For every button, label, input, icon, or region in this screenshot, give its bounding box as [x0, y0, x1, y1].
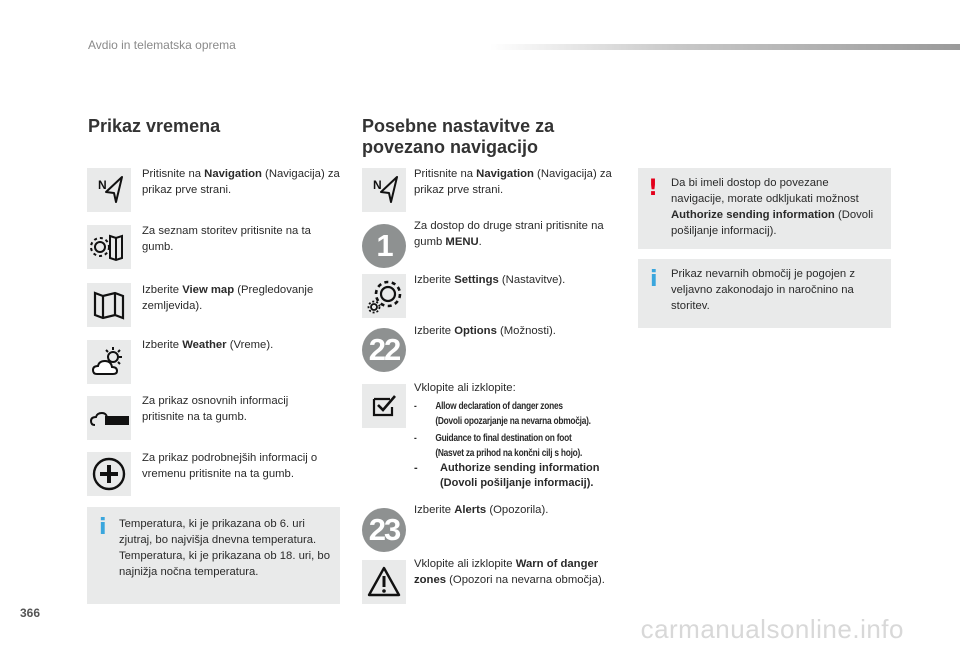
step-23-text: Izberite Alerts (Opozorila). [414, 504, 549, 516]
authorize-warning-note [638, 168, 891, 249]
danger-zones-info-note [638, 259, 891, 328]
option-authorize-sending: - Authorize sending information (Dovoli pošiljanje informacij). [414, 462, 600, 489]
authorize-warning-text: Da bi imeli dostop do povezane navigacije, morate odkljukati možnost Authorize sending information (Dovoli pošiljanje informacij). [671, 177, 874, 237]
section-title-connected-navigation: Posebne nastavitve za povezano navigacijo [362, 116, 555, 157]
left-row-5-text: Za prikaz osnovnih informacij pritisnite na ta gumb. [142, 395, 289, 423]
warn-danger-zones-text: Vklopite ali izklopite Warn of danger zones (Opozori na nevarna območja). [414, 558, 605, 586]
gear-icon [362, 274, 406, 318]
svg-text:N: N [373, 178, 382, 192]
section-title-weather: Prikaz vremena [88, 116, 221, 136]
step-number-23: 23 [362, 508, 406, 552]
info-icon: i [99, 515, 107, 540]
weather-icon [87, 340, 131, 384]
header-gradient-bar [490, 44, 960, 50]
step-1-text: Za dostop do druge strani pritisnite na gumb MENU. [414, 220, 604, 248]
left-row-2-text: Za seznam storitev pritisnite na ta gumb. [142, 225, 311, 253]
warning-exclamation-icon: ! [648, 176, 659, 201]
middle-nav-text: Pritisnite na Navigation (Navigacija) za prikaz prve strani. [414, 168, 612, 196]
left-row-4-text: Izberite Weather (Vreme). [142, 339, 274, 351]
map-icon [87, 283, 131, 327]
left-row-1-text: Pritisnite na Navigation (Navigacija) za prikaz prve strani. [142, 168, 340, 196]
svg-text:N: N [98, 178, 107, 192]
navigation-arrow-icon [362, 168, 406, 212]
cloud-bar-icon [87, 396, 131, 440]
temperature-info-text: Temperatura, ki je prikazana ob 6. uri zjutraj, bo najvišja dnevna temperatura. Temperatura, ki je prikazana ob 18. uri, bo najnižja nočna temperatura. [119, 518, 330, 578]
left-row-6-text: Za prikaz podrobnejših informacij o vremenu pritisnite na ta gumb. [142, 452, 318, 480]
plus-circle-icon [87, 452, 131, 496]
step-22-text: Izberite Options (Možnosti). [414, 325, 556, 337]
warning-triangle-icon [362, 560, 406, 604]
toggle-intro-text: Vklopite ali izklopite: [414, 382, 516, 394]
info-icon: i [650, 267, 658, 292]
left-row-3-text: Izberite View map (Pregledovanje zemljevida). [142, 284, 314, 312]
watermark: carmanualsonline.info [640, 614, 904, 644]
gear-map-icon [87, 225, 131, 269]
page-number: 366 [20, 606, 41, 620]
settings-text: Izberite Settings (Nastavitve). [414, 274, 566, 286]
option-guidance-on-foot: - Guidance to final destination on foot (Nasvet za prihod na končni cilj s hojo). [414, 433, 583, 459]
option-allow-danger-zones: - Allow declaration of danger zones (Dovoli opozarjanje na nevarna območja). [414, 401, 591, 427]
temperature-info-note [87, 507, 340, 604]
navigation-arrow-icon [87, 168, 131, 212]
danger-zones-info-text: Prikaz nevarnih območij je pogojen z veljavno zakonodajo in naročnino na storitev. [671, 268, 855, 312]
checkbox-icon [362, 384, 406, 428]
step-number-1: 1 [362, 224, 406, 268]
page-header-title: Avdio in telematska oprema [88, 38, 236, 52]
step-number-22: 22 [362, 328, 406, 372]
